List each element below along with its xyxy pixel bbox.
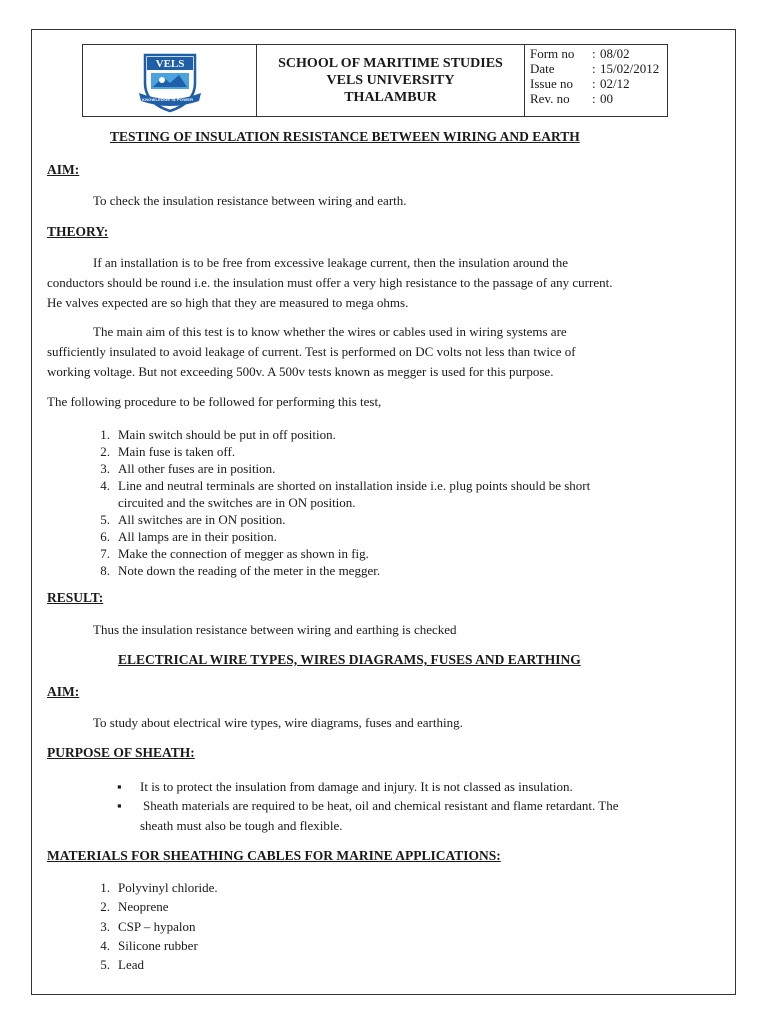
list-item: 4. Line and neutral terminals are shorted on installation inside i.e. plug points should be short — [100, 478, 591, 493]
result-heading: RESULT: — [47, 590, 104, 605]
logo-text: VELS — [155, 58, 185, 70]
bullet-item: Sheath materials are required to be heat, oil and chemical resistant and flame retardant. The — [143, 798, 619, 813]
form-key: Date — [530, 61, 555, 76]
bullet-item-continuation: sheath must also be tough and flexible. — [140, 818, 343, 833]
form-value: 02/12 — [600, 76, 630, 91]
school-line-1: SCHOOL OF MARITIME STUDIES — [278, 56, 503, 71]
theory-paragraph-line: If an installation is to be free from excessive leakage current, then the insulation around the — [93, 255, 569, 270]
logo-banner-text: KNOWLEDGE IS POWER — [142, 97, 194, 102]
list-item: 7. Make the connection of megger as shown in fig. — [100, 546, 369, 561]
school-name-cell — [257, 45, 525, 116]
result-text: Thus the insulation resistance between wiring and earthing is checked — [93, 622, 457, 637]
form-key: Rev. no — [530, 91, 570, 106]
list-item: 4. Silicone rubber — [100, 937, 198, 953]
form-value: 00 — [600, 91, 613, 106]
list-item-continuation: circuited and the switches are in ON position. — [118, 495, 356, 510]
theory-paragraph-line: He valves expected are so high that they are measured to mega ohms. — [47, 295, 409, 310]
form-row: Form no : 08/02 — [530, 46, 630, 61]
aim-heading-2: AIM: — [47, 684, 80, 699]
form-row: Date : 15/02/2012 — [530, 61, 660, 76]
list-item: 2. Neoprene — [100, 899, 169, 915]
form-row: Rev. no : 00 — [530, 91, 613, 106]
logo-cell — [83, 45, 257, 116]
procedure-list — [93, 426, 590, 579]
form-value: 08/02 — [600, 46, 630, 61]
aim-heading: AIM: — [47, 162, 80, 177]
bullet-marker: ▪ — [117, 798, 122, 813]
list-item: 1. Main switch should be put in off position. — [100, 427, 336, 442]
aim-text: To check the insulation resistance between wiring and earth. — [93, 193, 407, 208]
theory-paragraph-line: sufficiently insulated to avoid leakage of current. Test is performed on DC volts not less than twice of — [47, 344, 576, 359]
list-item: 6. All lamps are in their position. — [100, 529, 277, 544]
list-item: 5. Lead — [100, 957, 144, 973]
list-item: 5. All switches are in ON position. — [100, 512, 286, 527]
form-key: Form no — [530, 46, 575, 61]
document-header — [82, 44, 668, 117]
section-title-insulation-test: TESTING OF INSULATION RESISTANCE BETWEEN WIRING AND EARTH — [110, 129, 580, 144]
list-item: 8. Note down the reading of the meter in the megger. — [100, 563, 381, 578]
theory-paragraph-line: The main aim of this test is to know whether the wires or cables used in wiring systems are — [93, 324, 567, 339]
materials-heading: MATERIALS FOR SHEATHING CABLES FOR MARINE APPLICATIONS: — [47, 848, 501, 863]
section-title-wire-types: ELECTRICAL WIRE TYPES, WIRES DIAGRAMS, FUSES AND EARTHING — [118, 652, 581, 667]
school-line-3: THALAMBUR — [344, 90, 437, 105]
procedure-intro: The following procedure to be followed for performing this test, — [47, 394, 382, 409]
bullet-marker: ▪ — [117, 779, 122, 794]
theory-heading: THEORY: — [47, 224, 109, 239]
aim-text-2: To study about electrical wire types, wire diagrams, fuses and earthing. — [93, 715, 463, 730]
sheath-heading: PURPOSE OF SHEATH: — [47, 745, 195, 760]
theory-paragraph-line: working voltage. But not exceeding 500v. A 500v tests known as megger is used for this purpose. — [47, 364, 554, 379]
materials-list — [93, 878, 218, 974]
form-value: 15/02/2012 — [600, 61, 660, 76]
theory-paragraph-line: conductors should be round i.e. the insulation must offer a very high resistance to the passage of any current. — [47, 275, 613, 290]
school-line-2: VELS UNIVERSITY — [326, 73, 455, 88]
list-item: 3. CSP – hypalon — [100, 918, 196, 934]
form-key: Issue no — [530, 76, 573, 91]
list-item: 2. Main fuse is taken off. — [100, 444, 236, 459]
bullet-item: It is to protect the insulation from damage and injury. It is not classed as insulation. — [140, 779, 573, 794]
list-item: 1. Polyvinyl chloride. — [100, 880, 218, 895]
vels-logo — [139, 49, 201, 113]
form-row: Issue no : 02/12 — [530, 76, 630, 91]
form-info-cell — [525, 45, 667, 116]
list-item: 3. All other fuses are in position. — [100, 461, 276, 476]
